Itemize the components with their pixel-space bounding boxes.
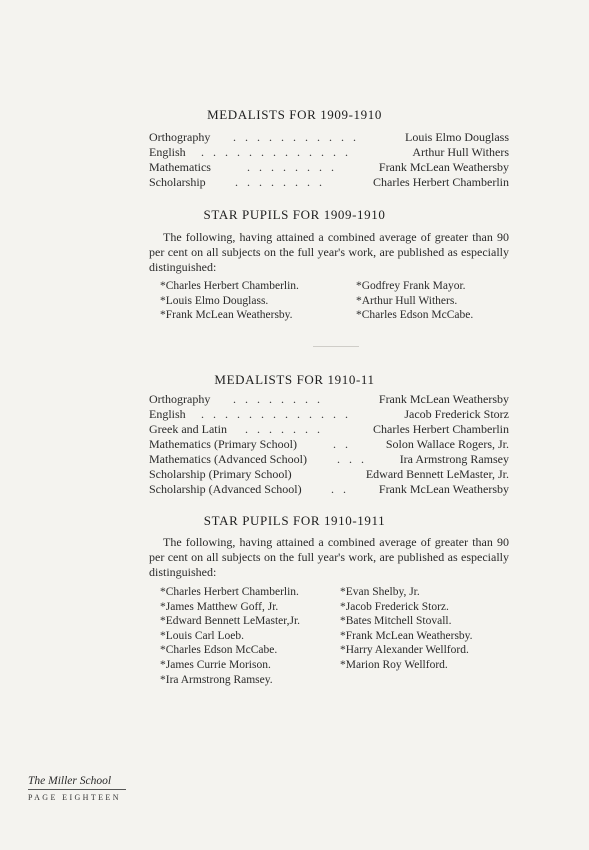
section-heading-star-pupils-1909: STAR PUPILS FOR 1909-1910: [203, 207, 386, 222]
medalist-name: Edward Bennett LeMaster, Jr.: [365, 467, 509, 481]
pupil-name: *Louis Carl Loeb.: [160, 629, 244, 642]
star-pupils-1910-left-column: [160, 585, 300, 687]
star-pupils-1909-intro: The following, having attained a combined average of greater than 90 per cent on all subjects on the full year's work, are published as especially distinguished:: [149, 230, 509, 274]
section-heading-medalists-1909: MEDALISTS FOR 1909-1910: [207, 107, 382, 122]
medalist-name: Frank McLean Weathersby: [378, 160, 509, 174]
subject: Orthography: [149, 130, 211, 144]
leader-dots: . . . . . . . . . . . . .: [201, 407, 351, 421]
pupil-name: *James Currie Morison.: [160, 658, 271, 671]
pupil-name: *Louis Elmo Douglass.: [160, 294, 269, 307]
medalist-row: [149, 467, 509, 482]
pupil-name: *Charles Herbert Chamberlin.: [160, 586, 299, 598]
medalist-name: Jacob Frederick Storz: [404, 407, 509, 421]
medalist-name: Charles Herbert Chamberlin: [373, 175, 509, 189]
subject: Orthography: [149, 392, 211, 406]
subject: English: [149, 407, 186, 421]
leader-dots: . . . . . . . . . . .: [233, 130, 359, 144]
subject: Scholarship (Primary School): [149, 467, 292, 481]
medalist-row: [149, 145, 509, 160]
footer-page-label: PAGE EIGHTEEN: [28, 793, 121, 802]
leader-dots: . . . . . . . . . . . . .: [201, 145, 351, 159]
subject: Mathematics (Advanced School): [149, 452, 307, 466]
medalist-row: [149, 437, 509, 452]
footer-school-name: The Miller School: [28, 775, 112, 787]
pupil-name: *Arthur Hull Withers.: [356, 294, 458, 307]
medalist-name: Solon Wallace Rogers, Jr.: [385, 437, 509, 451]
footer-rule: [28, 789, 126, 790]
pupil-name: *Marion Roy Wellford.: [340, 658, 448, 671]
leader-dots: . . .: [337, 452, 367, 466]
subject: Greek and Latin: [149, 422, 227, 436]
medalist-name: Frank McLean Weathersby: [378, 392, 509, 406]
pupil-name: *Evan Shelby, Jr.: [340, 586, 420, 598]
star-pupils-1909-left-column: [160, 279, 299, 323]
pupil-name: *Charles Edson McCabe.: [160, 644, 278, 657]
pupil-name: *Ira Armstrong Ramsey.: [160, 673, 273, 686]
pupil-name: *Bates Mitchell Stovall.: [340, 615, 452, 628]
medalist-row: [149, 482, 509, 497]
section-divider: [313, 346, 359, 347]
medalist-row: [149, 452, 509, 467]
medalist-row: [149, 160, 509, 175]
medalist-name: Frank McLean Weathersby: [378, 482, 509, 496]
star-pupils-1910-intro: The following, having attained a combined average of greater than 90 per cent on all subjects on the full year's work, are published as especially distinguished:: [149, 535, 509, 579]
subject: Mathematics: [149, 160, 211, 174]
medalist-row: [149, 392, 509, 407]
subject: English: [149, 145, 186, 159]
leader-dots: . . . . . . . .: [233, 392, 323, 406]
star-pupils-1909-right-column: [356, 279, 473, 323]
leader-dots: . .: [333, 437, 351, 451]
section-heading-star-pupils-1910: STAR PUPILS FOR 1910-1911: [203, 513, 386, 528]
pupil-name: *Jacob Frederick Storz.: [340, 600, 449, 613]
pupil-name: *James Matthew Goff, Jr.: [160, 600, 279, 613]
star-pupils-1910-right-column: [340, 585, 473, 673]
pupil-name: *Charles Herbert Chamberlin.: [160, 280, 299, 292]
pupil-name: *Harry Alexander Wellford.: [340, 644, 469, 657]
leader-dots: . .: [331, 482, 349, 496]
medalist-row: [149, 422, 509, 437]
medalist-name: Charles Herbert Chamberlin: [373, 422, 509, 436]
pupil-name: *Edward Bennett LeMaster,Jr.: [160, 615, 301, 628]
medalists-1909-list: [149, 130, 509, 190]
section-heading-medalists-1910: MEDALISTS FOR 1910-11: [214, 372, 375, 387]
medalist-name: Arthur Hull Withers: [412, 145, 509, 159]
pupil-name: *Frank McLean Weathersby.: [340, 629, 473, 642]
medalist-name: Ira Armstrong Ramsey: [399, 452, 509, 466]
medalist-row: [149, 175, 509, 190]
medalist-name: Louis Elmo Douglass: [405, 130, 509, 144]
pupil-name: *Frank McLean Weathersby.: [160, 309, 293, 322]
medalist-row: [149, 407, 509, 422]
leader-dots: . . . . . . .: [245, 422, 323, 436]
medalist-row: [149, 130, 509, 145]
pupil-name: *Godfrey Frank Mayor.: [356, 280, 466, 292]
subject: Scholarship: [149, 175, 206, 189]
leader-dots: . . . . . . . .: [235, 175, 325, 189]
pupil-name: *Charles Edson McCabe.: [356, 309, 474, 322]
subject: Scholarship (Advanced School): [149, 482, 302, 496]
subject: Mathematics (Primary School): [149, 437, 297, 451]
leader-dots: . . . . . . . .: [247, 160, 337, 174]
medalists-1910-list: [149, 392, 509, 497]
